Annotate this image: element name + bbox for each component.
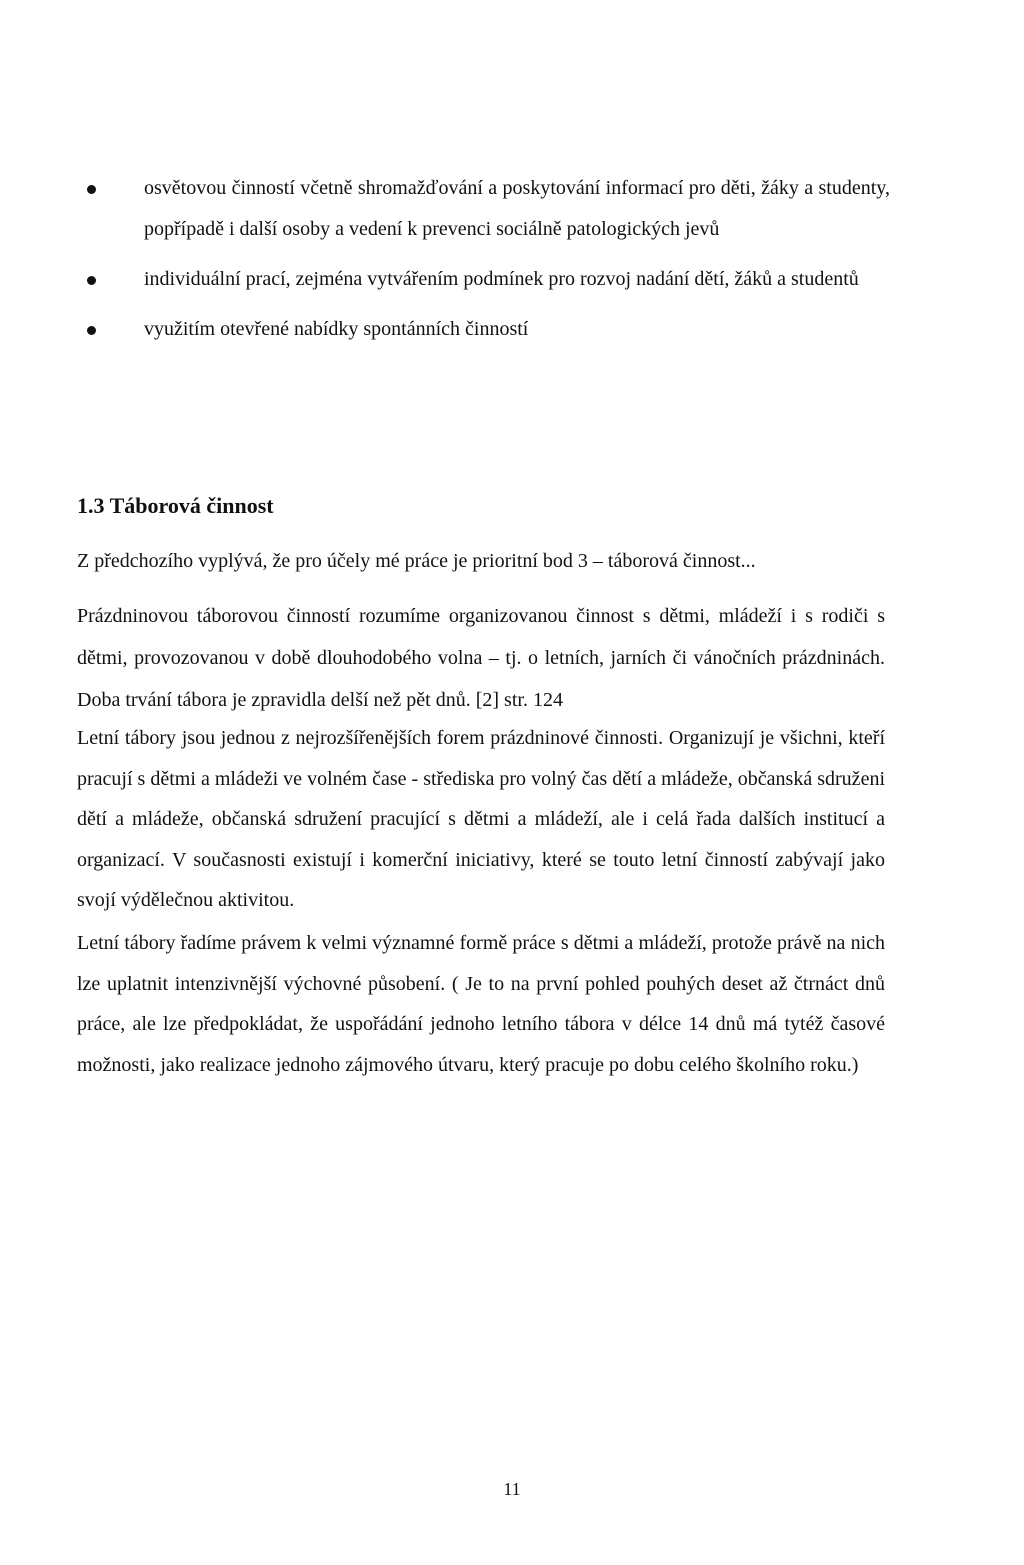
bullet-dot-icon: [87, 326, 96, 335]
intro-paragraph: Z předchozího vyplývá, že pro účely mé práce je prioritní bod 3 – táborová činnost...: [77, 550, 756, 572]
section-heading: 1.3 Táborová činnost: [77, 493, 274, 518]
bullet-text: osvětovou činností včetně shromažďování a poskytování informací pro děti, žáky a studenty, popřípadě i další osoby a vedení k prevenci sociálně patologických jevů: [144, 177, 890, 240]
paragraph-educational-value: Letní tábory řadíme právem k velmi významné formě práce s dětmi a mládeží, protože právě na nich lze uplatnit intenzivnější výchovné působení. ( Je to na první pohled pouhých deset až čtrnáct dnů práce, ale lze předpokládat, že uspořádání jednoho letního tábora v délce 14 dnů má tytéž časové možnosti, jako realizace jednoho zájmového útvaru, který pracuje po dobu celého školního roku.): [77, 932, 885, 1076]
bullet-text: individuální prací, zejména vytvářením podmínek pro rozvoj nadání dětí, žáků a studentů: [144, 268, 859, 290]
bullet-list: [84, 168, 890, 359]
bullet-dot-icon: [87, 185, 96, 194]
bullet-item: [84, 259, 890, 300]
bullet-text: využitím otevřené nabídky spontánních činností: [144, 318, 529, 340]
bullet-item: [84, 309, 890, 350]
bullet-item: [84, 168, 890, 250]
paragraph-summer-camps: Letní tábory jsou jednou z nejrozšířenějších forem prázdninové činnosti. Organizují je všichni, kteří pracují s dětmi a mládeži ve volném čase - střediska pro volný čas dětí a mládeže, občanská sdruženi dětí a mládeže, občanská sdružení pracující s dětmi a mládeží, ale i celá řada dalších institucí a organizací. V současnosti existují i komerční iniciativy, které se touto letní činností zabývají jako svojí výdělečnou aktivitou.: [77, 727, 885, 911]
paragraph-definition: Prázdninovou táborovou činností rozumíme organizovanou činnost s dětmi, mládeží i s rodiči s dětmi, provozovanou v době dlouhodobého volna – tj. o letních, jarních či vánočních prázdninách. Doba trvání tábora je zpravidla delší než pět dnů. [2] str. 124: [77, 605, 885, 711]
bullet-dot-icon: [87, 276, 96, 285]
page-number: 11: [503, 1479, 521, 1499]
